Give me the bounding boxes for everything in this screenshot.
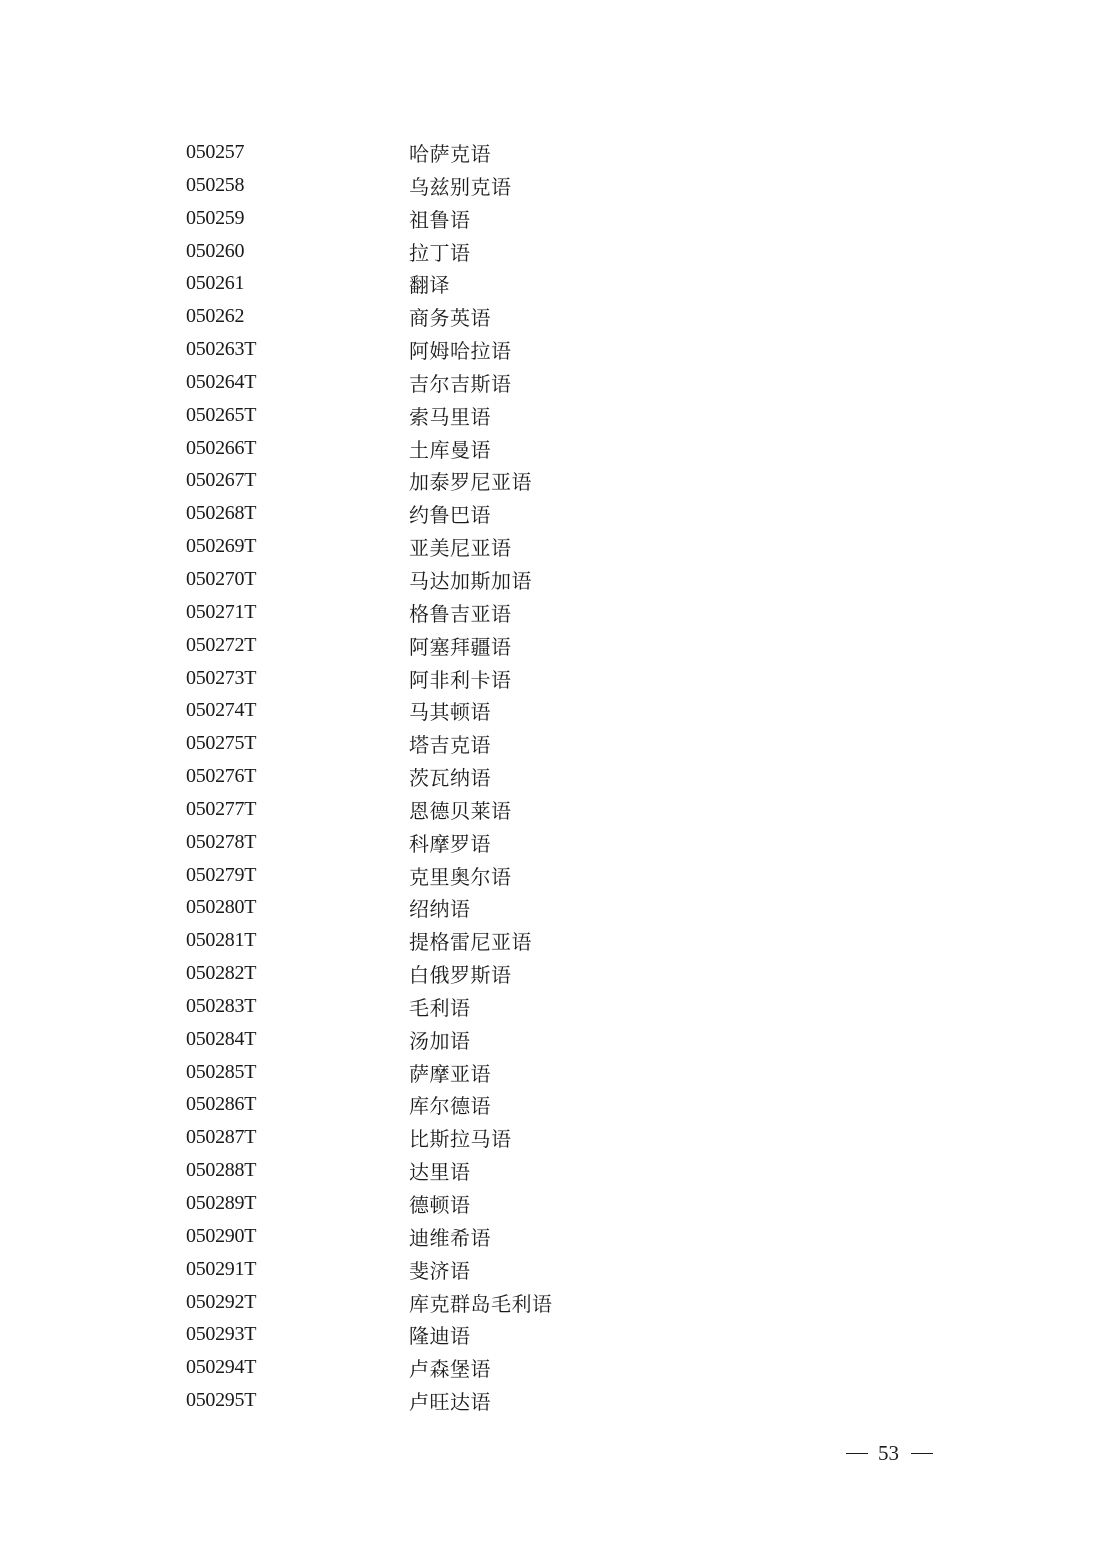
list-item — [0, 497, 1102, 530]
page-number-footer — [0, 1439, 1102, 1469]
list-item — [0, 300, 1102, 333]
major-name: 亚美尼亚语 — [409, 536, 512, 561]
major-name: 汤加语 — [409, 1028, 471, 1053]
major-code: 050261 — [186, 272, 245, 295]
major-name: 德顿语 — [409, 1193, 471, 1217]
list-item — [0, 662, 1102, 695]
list-item — [0, 1318, 1102, 1351]
list-item — [0, 1220, 1102, 1253]
major-name: 白俄罗斯语 — [409, 963, 512, 988]
list-item — [0, 464, 1102, 497]
major-name: 马其顿语 — [409, 700, 491, 725]
list-item — [0, 169, 1102, 202]
page-number-dash-right — [911, 1453, 933, 1454]
list-item — [0, 760, 1102, 793]
major-code: 050286T — [186, 1093, 257, 1116]
list-item — [0, 1286, 1102, 1319]
major-name: 约鲁巴语 — [409, 503, 491, 528]
major-name: 萨摩亚语 — [409, 1061, 491, 1086]
list-item — [0, 1187, 1102, 1220]
major-code: 050275T — [186, 732, 257, 755]
list-item — [0, 727, 1102, 760]
major-name: 吉尔吉斯语 — [409, 371, 512, 396]
major-name: 库克群岛毛利语 — [409, 1291, 553, 1316]
list-item — [0, 793, 1102, 826]
major-code: 050278T — [186, 830, 257, 853]
major-code: 050265T — [186, 403, 257, 426]
major-name: 隆迪语 — [409, 1324, 471, 1349]
major-code: 050294T — [186, 1356, 257, 1379]
major-name: 翻译 — [409, 273, 450, 298]
major-name: 恩德贝莱语 — [409, 798, 512, 823]
list-item — [0, 563, 1102, 596]
major-name: 阿姆哈拉语 — [409, 339, 512, 364]
list-item — [0, 235, 1102, 268]
major-code: 050276T — [186, 765, 257, 788]
list-item — [0, 957, 1102, 990]
list-item — [0, 399, 1102, 432]
list-item — [0, 1088, 1102, 1121]
major-name: 毛利语 — [409, 995, 471, 1020]
list-item — [0, 629, 1102, 662]
major-code: 050257 — [186, 141, 245, 163]
major-name: 马达加斯加语 — [409, 568, 532, 593]
list-item — [0, 1121, 1102, 1154]
major-code: 050269T — [186, 535, 257, 558]
major-name: 土库曼语 — [409, 437, 491, 462]
list-item — [0, 530, 1102, 563]
major-code: 050259 — [186, 206, 245, 229]
major-code: 050272T — [186, 633, 257, 656]
major-code: 050293T — [186, 1323, 257, 1346]
list-item — [0, 1384, 1102, 1417]
major-name: 达里语 — [409, 1160, 471, 1185]
major-code: 050267T — [186, 469, 257, 492]
major-name: 索马里语 — [409, 404, 491, 429]
list-item — [0, 1253, 1102, 1286]
list-item — [0, 136, 1102, 169]
major-code: 050264T — [186, 370, 257, 393]
major-code: 050287T — [186, 1126, 257, 1149]
list-item — [0, 202, 1102, 235]
major-code: 050260 — [186, 239, 245, 262]
major-name: 克里奥尔语 — [409, 864, 512, 889]
list-item — [0, 333, 1102, 366]
major-name: 格鲁吉亚语 — [409, 601, 512, 626]
major-name: 阿塞拜疆语 — [409, 634, 512, 659]
major-code: 050273T — [186, 666, 257, 689]
list-item — [0, 1154, 1102, 1187]
major-name: 科摩罗语 — [409, 831, 491, 856]
list-item — [0, 924, 1102, 957]
major-name: 迪维希语 — [409, 1225, 491, 1250]
list-item — [0, 267, 1102, 300]
list-item — [0, 596, 1102, 629]
page-number: 53 — [878, 1441, 899, 1465]
major-name: 斐济语 — [409, 1258, 471, 1283]
major-code: 050289T — [186, 1192, 257, 1214]
major-code: 050282T — [186, 962, 257, 985]
major-name: 祖鲁语 — [409, 207, 471, 232]
major-code: 050266T — [186, 436, 257, 459]
major-code: 050285T — [186, 1060, 257, 1083]
major-code: 050292T — [186, 1290, 257, 1313]
major-code: 050271T — [186, 600, 257, 623]
list-item — [0, 826, 1102, 859]
major-name: 拉丁语 — [409, 240, 471, 265]
major-name: 比斯拉马语 — [409, 1127, 512, 1152]
major-name: 绍纳语 — [409, 897, 471, 922]
major-name: 提格雷尼亚语 — [409, 930, 532, 955]
major-code: 050280T — [186, 896, 257, 919]
list-item — [0, 859, 1102, 892]
list-item — [0, 891, 1102, 924]
major-code: 050274T — [186, 699, 257, 722]
major-code: 050258 — [186, 173, 245, 196]
major-code: 050290T — [186, 1224, 257, 1247]
list-item — [0, 366, 1102, 399]
major-name: 卢森堡语 — [409, 1357, 491, 1382]
major-name: 加泰罗尼亚语 — [409, 470, 532, 495]
major-name: 茨瓦纳语 — [409, 766, 491, 791]
major-name: 塔吉克语 — [409, 733, 491, 758]
major-code: 050279T — [186, 863, 257, 886]
major-name: 乌兹别克语 — [409, 174, 512, 199]
major-name: 卢旺达语 — [409, 1390, 491, 1415]
major-name: 库尔德语 — [409, 1094, 491, 1119]
major-code-list — [0, 136, 1102, 1417]
major-name: 阿非利卡语 — [409, 667, 512, 692]
major-code: 050288T — [186, 1159, 257, 1182]
major-code: 050283T — [186, 994, 257, 1017]
major-code: 050281T — [186, 929, 257, 952]
major-code: 050295T — [186, 1389, 257, 1412]
major-code: 050270T — [186, 567, 257, 590]
list-item — [0, 1056, 1102, 1089]
list-item — [0, 990, 1102, 1023]
major-name: 哈萨克语 — [409, 142, 491, 166]
list-item — [0, 432, 1102, 465]
list-item — [0, 1351, 1102, 1384]
major-code: 050263T — [186, 338, 257, 361]
major-code: 050277T — [186, 797, 257, 820]
major-code: 050268T — [186, 502, 257, 525]
major-code: 050291T — [186, 1257, 257, 1280]
major-name: 商务英语 — [409, 306, 491, 331]
list-item — [0, 694, 1102, 727]
list-item — [0, 1023, 1102, 1056]
major-code: 050262 — [186, 305, 245, 328]
major-code: 050284T — [186, 1027, 257, 1050]
page-number-dash-left — [846, 1453, 868, 1454]
